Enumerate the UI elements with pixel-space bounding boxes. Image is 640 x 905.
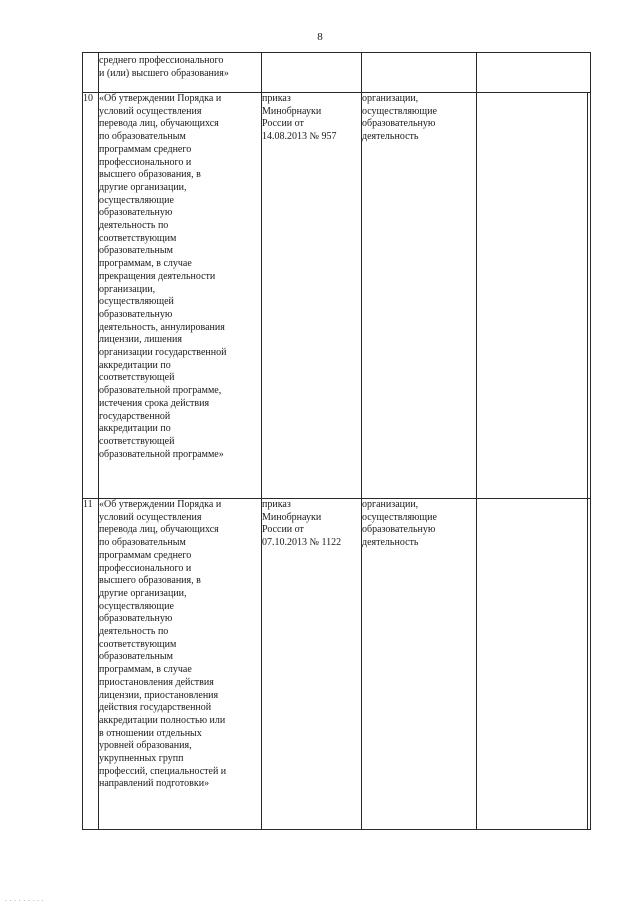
extra-cell <box>477 499 591 830</box>
row-number-cell: 11 <box>83 499 99 830</box>
document-title-cell: «Об утверждении Порядка и условий осуществления перевода лиц, обучающихся по образовательным программам среднего профессионального и высшего образования, в другие организации, осуществляющие образовательную деятельность по соответствующим образовательным программам, в случае прекращения деятельности организации, осуществляющей образовательную деятельность, аннулирования лицензии, лишения организации государственной аккредитации по соответствующей образовательной программе, истечения срока действия государственной аккредитации по соответствующей образовательной программе» <box>99 93 262 499</box>
applies-to-cell <box>362 53 477 93</box>
table-row <box>83 93 591 499</box>
applies-to-cell: организации, осуществляющие образовательную деятельность <box>362 499 477 830</box>
page-number: 8 <box>317 31 323 43</box>
legal-act-cell: приказ Минобрнауки России от 07.10.2013 № 1122 <box>262 499 362 830</box>
document-title-cell: среднего профессионального и (или) высшего образования» <box>99 53 262 93</box>
scan-edge-mark: ......... <box>4 896 46 903</box>
regulations-table <box>82 52 591 830</box>
document-title-cell: «Об утверждении Порядка и условий осуществления перевода лиц, обучающихся по образовательным программам среднего профессионального и высшего образования, в другие организации, осуществляющие образовательную деятельность по соответствующим образовательным программам, в случае приостановления действия лицензии, приостановления действия государственной аккредитации полностью или в отношении отдельных уровней образования, укрупненных групп профессий, специальностей и направлений подготовки» <box>99 499 262 830</box>
table-row <box>83 499 591 830</box>
extra-subcell <box>477 93 588 498</box>
extra-subcell <box>477 499 588 829</box>
table-row-continuation <box>83 53 591 93</box>
extra-cell <box>477 53 591 93</box>
legal-act-cell <box>262 53 362 93</box>
applies-to-cell: организации, осуществляющие образовательную деятельность <box>362 93 477 499</box>
row-number-cell: 10 <box>83 93 99 499</box>
row-number-cell <box>83 53 99 93</box>
extra-cell <box>477 93 591 499</box>
legal-act-cell: приказ Минобрнауки России от 14.08.2013 № 957 <box>262 93 362 499</box>
